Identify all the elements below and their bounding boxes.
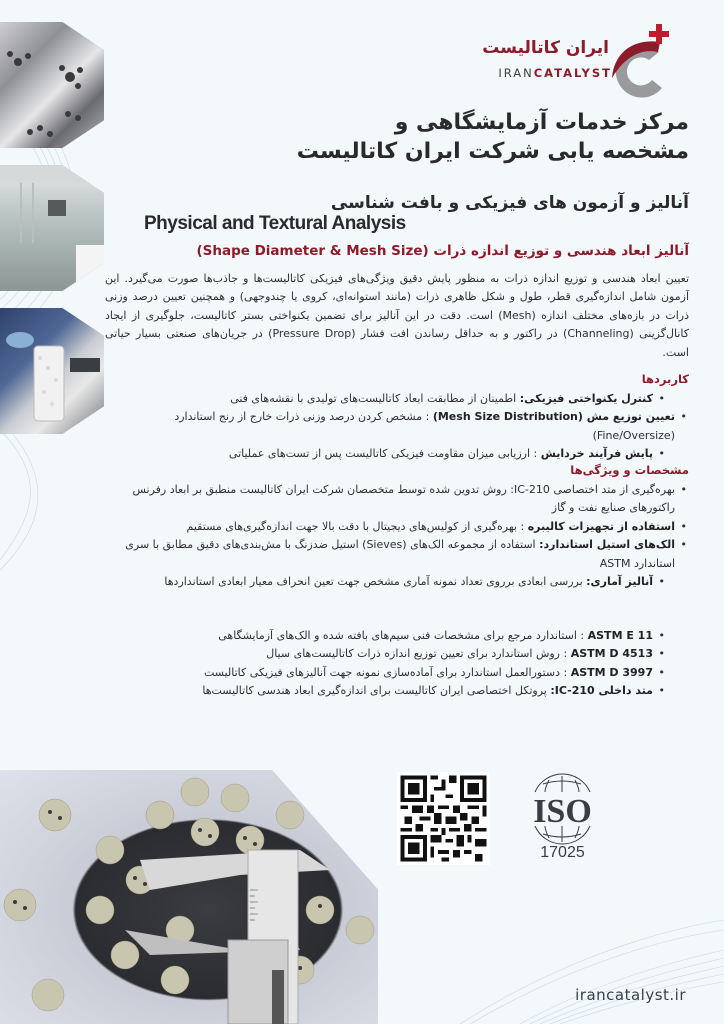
catalyst-c-plus-icon bbox=[604, 22, 674, 104]
brand-logo[interactable] bbox=[474, 22, 674, 104]
brand-name-fa: ایران کاتالیست bbox=[482, 38, 609, 58]
features-list bbox=[99, 481, 689, 591]
catalyst-pellets-image bbox=[0, 22, 104, 148]
caliper-measurement-image bbox=[0, 770, 378, 1024]
instrument-icon bbox=[0, 165, 104, 291]
description-paragraph: تعیین ابعاد هندسی و توزیع اندازه ذرات به منظور پایش دقیق ویژگی‌های فیزیکی کاتالیست‌ها و جاذب‌ها صورت می‌گیرد. این آزمون شامل اندازه‌گیری قطر، طول و شکل ظاهری ذرات (مانند استوانه‌ای، کروی یا چندوجهی) و همچنین تعیین درصد وزنی ذرات در بازه‌های مختلف اندازه (Mesh) است. دقت در این آنالیز برای تضمین یکنواختی بستر کاتالیست، جلوگیری از ایجاد کانال‌گزینی (Channeling) در راکتور و به حداقل رساندن افت فشار (Pressure Drop) در جریان‌های صنعتی بسیار حیاتی است. bbox=[105, 272, 689, 359]
list-item: • پایش فرآیند خردایش : ارزیابی میزان مقاومت فیزیکی کاتالیست پس از تست‌های عملیاتی bbox=[99, 445, 689, 463]
applications-list bbox=[99, 390, 689, 464]
applications-heading: کاربردها bbox=[641, 372, 689, 386]
section-subtitle: آنالیز ابعاد هندسی و توزیع اندازه ذرات (Shape Diameter & Mesh Size) bbox=[196, 243, 689, 259]
list-item: • بهره‌گیری از متد اختصاصی IC-210: روش تدوین شده توسط متخصصان شرکت ایران کاتالیست منطبق بر ابعاد رفرنس راکتورهای صنایع نفت و گاز bbox=[99, 481, 689, 518]
page-title-line-1: مرکز خدمات آزمایشگاهی و bbox=[394, 110, 689, 135]
brand-name-en: IRANCATALYST bbox=[498, 66, 612, 80]
list-item: • ASTM D 3997 : دستورالعمل استاندارد برای آماده‌سازی نمونه جهت آنالیزهای فیزیکی کاتالیست bbox=[99, 664, 689, 682]
website-link[interactable]: irancatalyst.ir bbox=[575, 986, 686, 1004]
qr-code-icon bbox=[397, 772, 490, 865]
page-title bbox=[269, 108, 689, 166]
page-title-line-2: مشخصه یابی شرکت ایران کاتالیست bbox=[296, 139, 689, 164]
list-item: • کنترل یکنواختی فیزیکی: اطمینان از مطابقت ابعاد کاتالیست‌های تولیدی با نقشه‌های فنی bbox=[99, 390, 689, 408]
svg-text:ISO: ISO bbox=[533, 793, 592, 830]
gear-pellet-icon bbox=[0, 22, 104, 148]
lab-technician-image bbox=[0, 308, 104, 434]
list-item: • ASTM D 4513 : روش استاندارد برای تعیین توزیع اندازه ذرات کاتالیست‌های سیال bbox=[99, 645, 689, 663]
lab-instrument-image bbox=[0, 165, 104, 291]
list-item: • آنالیز آماری: بررسی ابعادی برروی تعداد نمونه آماری مشخص جهت تعین انحراف معیار ابعادی استانداردها bbox=[99, 573, 689, 591]
section-title-en: Physical and Textural Analysis bbox=[144, 213, 406, 234]
list-item: • استفاده از تجهیزات کالیبره : بهره‌گیری از کولیس‌های دیجیتال با دقت بالا جهت اندازه‌گیری‌های مستقیم bbox=[99, 518, 689, 536]
sample-jar-icon bbox=[0, 308, 104, 434]
section-title-fa: آنالیز و آزمون های فیزیکی و بافت شناسی bbox=[330, 193, 689, 213]
list-item: • تعیین توزیع مش (Mesh Size Distribution) : مشخص کردن درصد وزنی ذرات خارج از رنج استاندارد (Fine/Oversize) bbox=[99, 408, 689, 445]
list-item: • ASTM E 11 : استاندارد مرجع برای مشخصات فنی سیم‌های بافته شده و الک‌های آزمایشگاهی bbox=[99, 627, 689, 645]
pellets-and-caliper-icon bbox=[0, 770, 378, 1024]
qr-code[interactable] bbox=[397, 772, 490, 865]
features-heading: مشخصات و ویژگی‌ها bbox=[570, 463, 689, 477]
list-item: • متد داخلی IC-210: پروتکل اختصاصی ایران کاتالیست برای اندازه‌گیری ابعاد هندسی کاتالیست‌ها bbox=[99, 682, 689, 700]
iso-standard-number: 17025 bbox=[540, 844, 585, 861]
standards-list bbox=[99, 627, 689, 701]
list-item: • الک‌های استیل استاندارد: استفاده از مجموعه الک‌های (Sieves) استیل ضدزنگ با مش‌بندی‌های دقیق مطابق با سری استاندارد ASTM bbox=[99, 536, 689, 573]
